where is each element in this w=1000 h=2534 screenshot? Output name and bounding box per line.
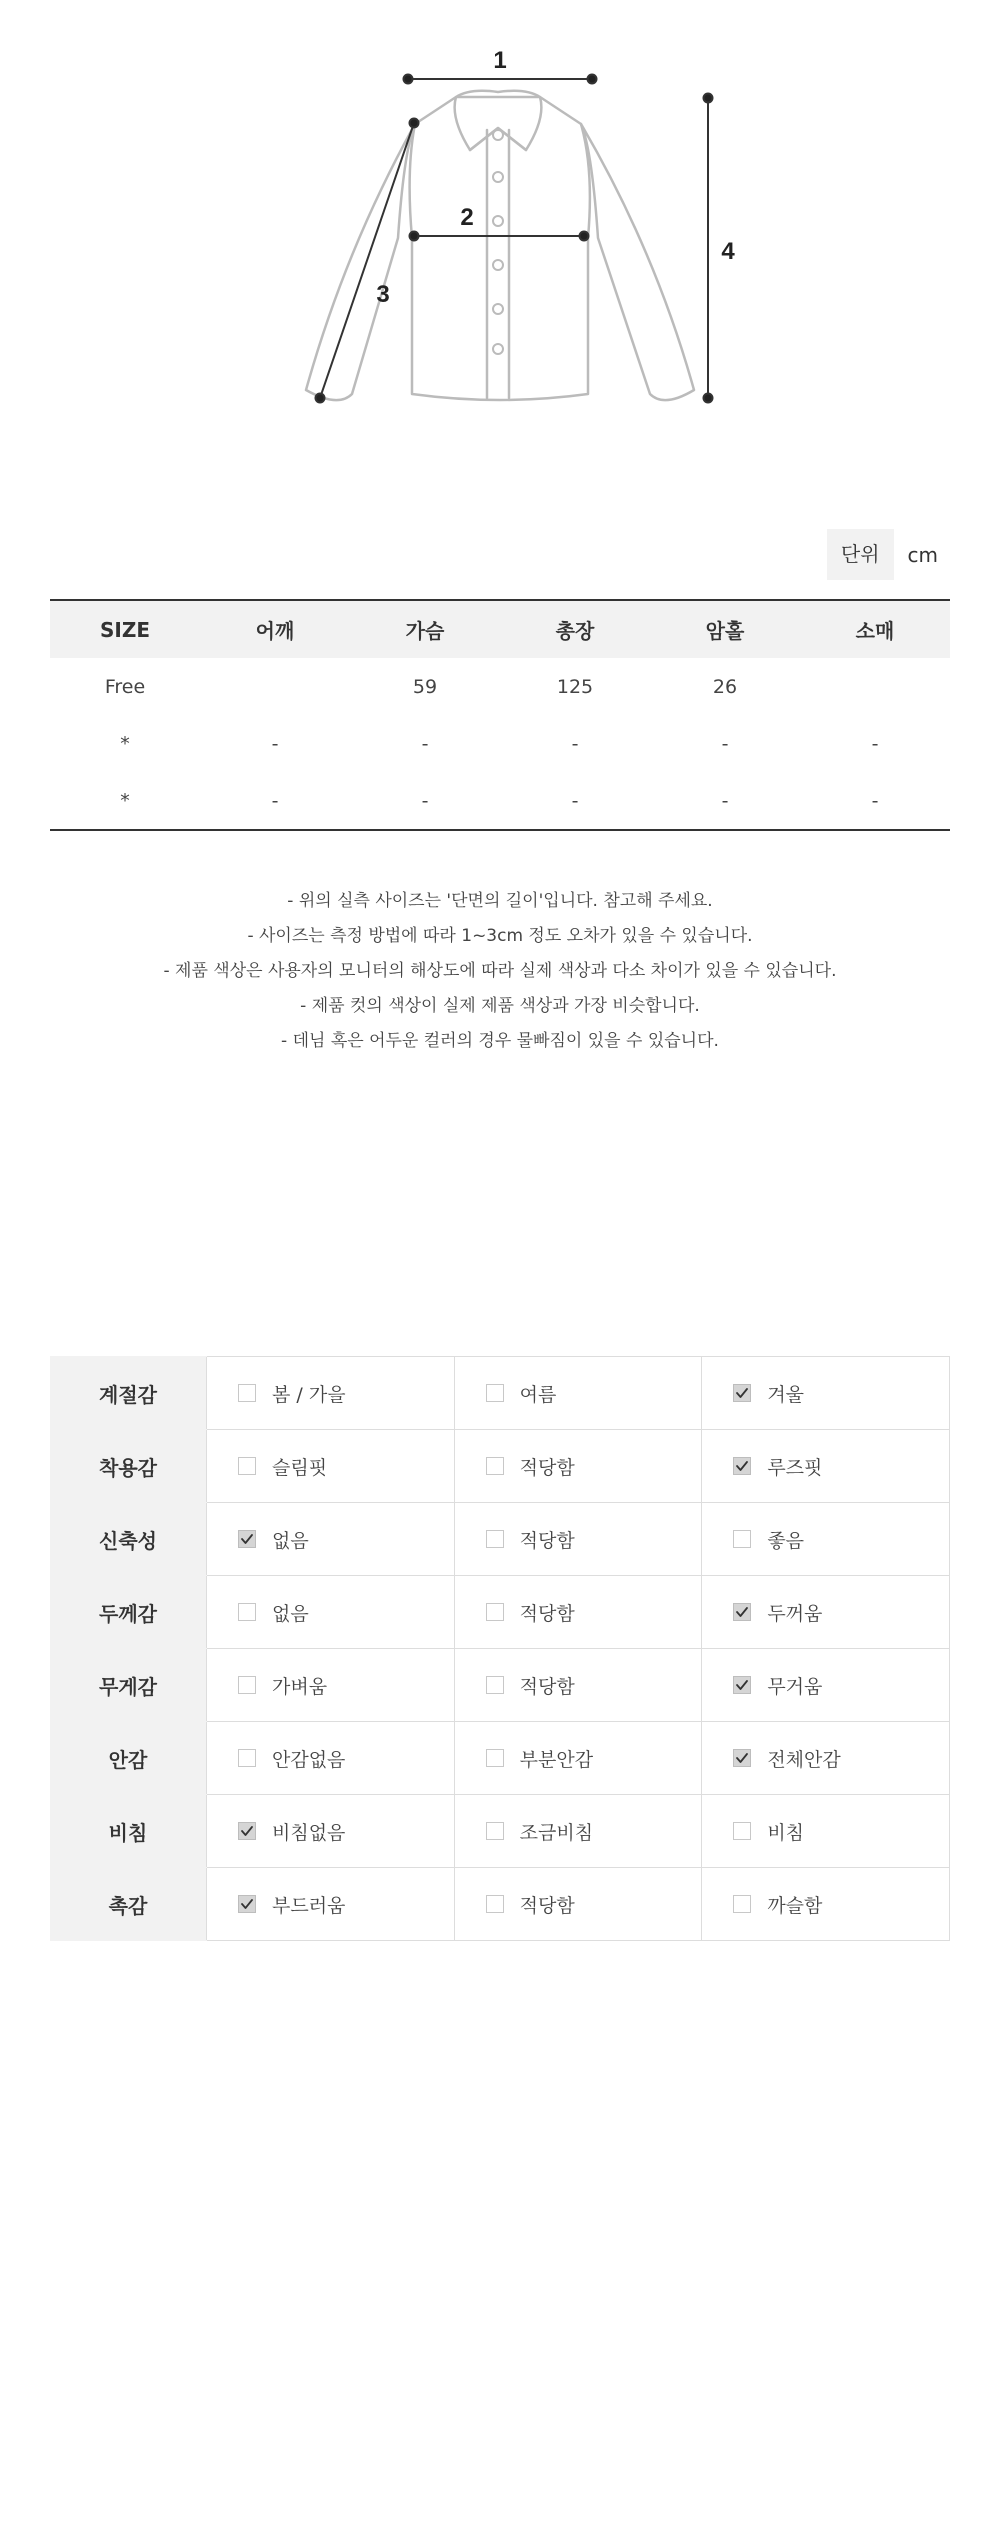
size-cell: *	[120, 789, 130, 812]
checkbox-checked-icon[interactable]	[733, 1457, 751, 1475]
size-cell: -	[571, 789, 579, 812]
checkbox-empty-icon[interactable]	[486, 1530, 504, 1548]
feel-option[interactable]	[238, 1599, 454, 1626]
feel-option[interactable]	[733, 1818, 949, 1845]
feel-option-label: 가벼움	[272, 1675, 328, 1698]
size-cell: Free	[104, 675, 146, 698]
feel-option-cell	[207, 1795, 455, 1868]
size-cell: 125	[556, 675, 594, 698]
feel-category-label: 신축성	[50, 1503, 207, 1576]
feel-option[interactable]	[733, 1599, 949, 1626]
feel-option[interactable]	[486, 1599, 702, 1626]
checkbox-empty-icon[interactable]	[238, 1457, 256, 1475]
feel-option-label: 적당함	[519, 1529, 575, 1552]
feel-option-cell	[702, 1795, 950, 1868]
size-header-cell: 총장	[500, 600, 650, 658]
checkbox-empty-icon[interactable]	[238, 1603, 256, 1621]
checkbox-checked-icon[interactable]	[733, 1603, 751, 1621]
feel-option-cell	[454, 1430, 702, 1503]
feel-option-label: 비침	[767, 1821, 805, 1844]
feel-option-cell	[207, 1503, 455, 1576]
feel-option[interactable]	[238, 1672, 454, 1699]
feel-option-label: 적당함	[519, 1456, 575, 1479]
checkbox-checked-icon[interactable]	[733, 1676, 751, 1694]
feel-option[interactable]	[486, 1745, 702, 1772]
size-cell	[200, 658, 350, 715]
feel-option-cell	[702, 1722, 950, 1795]
checkbox-empty-icon[interactable]	[486, 1676, 504, 1694]
feel-option-cell	[454, 1576, 702, 1649]
checkbox-empty-icon[interactable]	[238, 1676, 256, 1694]
size-header-cell: 암홀	[650, 600, 800, 658]
size-notes	[0, 884, 1000, 1059]
feel-option[interactable]	[733, 1526, 949, 1553]
feel-row	[50, 1868, 950, 1941]
unit-label: 단위	[827, 529, 894, 580]
feel-option[interactable]	[733, 1891, 949, 1918]
feel-option[interactable]	[238, 1891, 454, 1918]
checkbox-checked-icon[interactable]	[733, 1749, 751, 1767]
feel-category-label: 착용감	[50, 1430, 207, 1503]
feel-option-cell	[702, 1503, 950, 1576]
feel-option[interactable]	[486, 1380, 702, 1407]
size-header-cell: 가슴	[350, 600, 500, 658]
feel-option-cell	[207, 1722, 455, 1795]
feel-option-label: 좋음	[767, 1529, 805, 1552]
size-cell: -	[571, 732, 579, 755]
size-cell	[800, 658, 950, 715]
feel-row	[50, 1503, 950, 1576]
measure-label-1: 1	[493, 47, 507, 74]
feel-option[interactable]	[486, 1818, 702, 1845]
feel-category-label: 계절감	[50, 1357, 207, 1430]
feel-option[interactable]	[238, 1818, 454, 1845]
size-cell: 26	[712, 675, 738, 698]
unit-value: cm	[907, 542, 938, 567]
feel-option-label: 여름	[519, 1383, 557, 1406]
feel-option-label: 두꺼움	[767, 1602, 823, 1625]
checkbox-checked-icon[interactable]	[238, 1530, 256, 1548]
feel-category-label: 두께감	[50, 1576, 207, 1649]
measurement-lines	[316, 75, 713, 403]
feel-row	[50, 1795, 950, 1868]
size-cell: -	[871, 732, 879, 755]
feel-row	[50, 1722, 950, 1795]
checkbox-empty-icon[interactable]	[238, 1749, 256, 1767]
feel-option[interactable]	[238, 1526, 454, 1553]
size-table-header	[50, 600, 950, 658]
feel-category-label: 촉감	[50, 1868, 207, 1941]
feel-option-label: 조금비침	[519, 1821, 594, 1844]
feel-option[interactable]	[486, 1672, 702, 1699]
feel-option-label: 없음	[272, 1602, 309, 1625]
feel-option-cell	[207, 1868, 455, 1941]
checkbox-empty-icon[interactable]	[733, 1895, 751, 1913]
feel-option-label: 루즈핏	[767, 1456, 823, 1479]
size-cell: -	[271, 732, 279, 755]
size-table-row	[50, 772, 950, 830]
feel-option-label: 까슬함	[767, 1894, 823, 1917]
feel-option[interactable]	[238, 1745, 454, 1772]
feel-option-cell	[454, 1722, 702, 1795]
feel-option-label: 슬림핏	[272, 1456, 328, 1479]
checkbox-checked-icon[interactable]	[238, 1895, 256, 1913]
measure-label-3: 3	[376, 281, 390, 308]
size-cell: *	[120, 732, 130, 755]
checkbox-checked-icon[interactable]	[238, 1822, 256, 1840]
size-header-cell: SIZE	[50, 600, 200, 658]
measure-label-4: 4	[721, 238, 735, 265]
checkbox-empty-icon[interactable]	[486, 1603, 504, 1621]
feel-option-cell	[702, 1357, 950, 1430]
checkbox-empty-icon[interactable]	[486, 1457, 504, 1475]
feel-option-label: 적당함	[519, 1894, 575, 1917]
note-line: - 제품 색상은 사용자의 모니터의 해상도에 따라 실제 색상과 다소 차이가 있을 수 있습니다.	[163, 961, 837, 981]
shirt-measurement-diagram	[290, 40, 750, 420]
checkbox-empty-icon[interactable]	[238, 1384, 256, 1402]
feel-option[interactable]	[486, 1891, 702, 1918]
shirt-buttons	[493, 130, 503, 354]
feel-option-cell	[454, 1357, 702, 1430]
feel-option-label: 부드러움	[272, 1894, 346, 1917]
feel-option-label: 무거움	[767, 1675, 823, 1698]
size-header-cell: 어깨	[200, 600, 350, 658]
feel-category-label: 안감	[50, 1722, 207, 1795]
feel-option-cell	[207, 1649, 455, 1722]
size-cell: -	[721, 732, 729, 755]
feel-option-cell	[207, 1430, 455, 1503]
size-cell: -	[721, 789, 729, 812]
size-cell: 59	[412, 675, 438, 698]
feel-option-cell	[454, 1649, 702, 1722]
note-line: - 데님 혹은 어두운 컬러의 경우 물빠짐이 있을 수 있습니다.	[281, 1031, 719, 1051]
feel-option-cell	[207, 1576, 455, 1649]
product-feel-table	[50, 1356, 950, 1941]
feel-option-cell	[702, 1576, 950, 1649]
feel-option[interactable]	[238, 1453, 454, 1480]
feel-option-label: 안감없음	[272, 1748, 346, 1771]
feel-option-cell	[454, 1868, 702, 1941]
feel-option-cell	[702, 1868, 950, 1941]
feel-category-label: 비침	[50, 1795, 207, 1868]
feel-option-cell	[702, 1649, 950, 1722]
checkbox-empty-icon[interactable]	[486, 1895, 504, 1913]
size-cell: -	[421, 789, 429, 812]
size-table-row	[50, 715, 950, 772]
feel-option[interactable]	[733, 1672, 949, 1699]
size-cell: -	[421, 732, 429, 755]
note-line: - 위의 실측 사이즈는 '단면의 길이'입니다. 참고해 주세요.	[287, 891, 713, 911]
checkbox-empty-icon[interactable]	[733, 1822, 751, 1840]
feel-option-cell	[702, 1430, 950, 1503]
feel-option-label: 겨울	[767, 1383, 805, 1406]
feel-row	[50, 1649, 950, 1722]
size-table-row	[50, 658, 950, 715]
size-cell: -	[871, 789, 879, 812]
feel-option-label: 적당함	[519, 1675, 575, 1698]
feel-option-label: 부분안감	[519, 1748, 594, 1771]
feel-option-label: 전체안감	[767, 1748, 841, 1771]
unit-indicator	[827, 529, 950, 580]
size-table	[50, 599, 950, 831]
feel-option-label: 적당함	[519, 1602, 575, 1625]
feel-option-cell	[454, 1503, 702, 1576]
feel-option-cell	[454, 1795, 702, 1868]
feel-option-cell	[207, 1357, 455, 1430]
feel-option[interactable]	[733, 1380, 949, 1407]
checkbox-checked-icon[interactable]	[733, 1384, 751, 1402]
feel-option-label: 봄 / 가을	[272, 1383, 346, 1406]
feel-category-label: 무게감	[50, 1649, 207, 1722]
size-header-cell: 소매	[800, 600, 950, 658]
feel-option[interactable]	[733, 1453, 949, 1480]
feel-row	[50, 1576, 950, 1649]
checkbox-empty-icon[interactable]	[486, 1822, 504, 1840]
size-cell: -	[271, 789, 279, 812]
feel-option-label: 비침없음	[272, 1821, 346, 1844]
feel-row	[50, 1430, 950, 1503]
note-line: - 사이즈는 측정 방법에 따라 1~3cm 정도 오차가 있을 수 있습니다.	[247, 926, 753, 946]
checkbox-empty-icon[interactable]	[486, 1749, 504, 1767]
feel-option[interactable]	[733, 1745, 949, 1772]
checkbox-empty-icon[interactable]	[733, 1530, 751, 1548]
measure-label-2: 2	[460, 204, 474, 231]
feel-option[interactable]	[486, 1453, 702, 1480]
feel-option[interactable]	[238, 1380, 454, 1407]
feel-option-label: 없음	[272, 1529, 309, 1552]
feel-row	[50, 1357, 950, 1430]
checkbox-empty-icon[interactable]	[486, 1384, 504, 1402]
note-line: - 제품 컷의 색상이 실제 제품 색상과 가장 비슷합니다.	[300, 996, 700, 1016]
feel-option[interactable]	[486, 1526, 702, 1553]
